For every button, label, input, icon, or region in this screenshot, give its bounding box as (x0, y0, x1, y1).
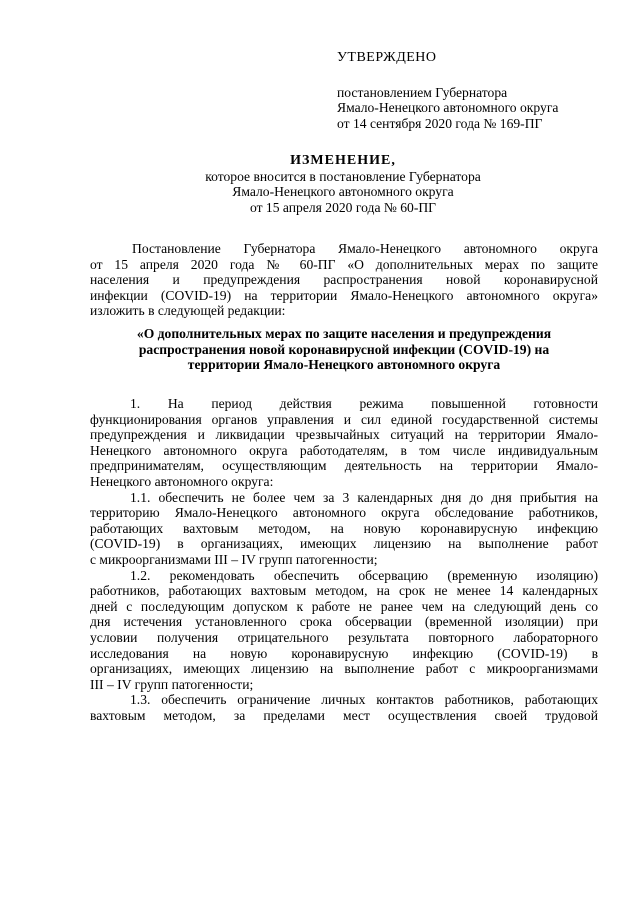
text-line: дней с последующим допуском к работе не ранее чем на следующий день со (90, 598, 598, 614)
document-title: ИЗМЕНЕНИЕ, (290, 153, 396, 168)
text-line: работающих вахтовым методом, на новую коронавирусную инфекцию (90, 520, 598, 536)
text-line: (COVID-19) в организациях, имеющих лицензию на выполнение работ (90, 536, 598, 552)
text-line: работников, работающих вахтовым методом, на срок не менее 14 календарных (90, 583, 598, 599)
approval-basis (337, 85, 617, 132)
item-1-3 (90, 692, 598, 723)
text-line: с микроорганизмами III – IV групп патогенности; (90, 551, 378, 567)
text-line: территорию Ямало-Ненецкого автономного округа обследование работников, (90, 505, 598, 521)
document-heading (60, 153, 626, 215)
text-line: III – IV групп патогенности; (90, 676, 254, 692)
approval-basis-line: от 14 сентября 2020 года № 169-ПГ (337, 115, 543, 131)
resolution-title-line: территории Ямало-Ненецкого автономного округа (187, 357, 501, 373)
approval-title: УТВЕРЖДЕНО (337, 50, 437, 65)
text-line: условии получения отрицательного результата повторного лабораторного (90, 629, 598, 645)
item-1-1 (90, 490, 598, 568)
text-line: 1. На период действия режима повышенной готовности (130, 396, 598, 411)
text-line: 1.3. обеспечить ограничение личных контактов работников, работающих (130, 692, 598, 708)
resolution-title-line: «О дополнительных мерах по защите населения и предупреждения (136, 326, 552, 341)
approval-block (337, 50, 617, 131)
text-line: исследования на новую коронавирусную инфекцию (COVID-19) в (90, 645, 598, 661)
text-line: 1.2. рекомендовать обеспечить обсервацию (временную изоляцию) (130, 567, 598, 583)
heading-line: которое вносится в постановление Губернатора (205, 168, 481, 184)
text-line: населения и предупреждения распространения новой коронавирусной (90, 272, 598, 288)
text-line: функционирования органов управления и сил единой государственной системы (90, 411, 598, 427)
text-line: вахтовым методом, за пределами мест осуществления своей трудовой (90, 707, 598, 723)
resolution-body (90, 396, 598, 723)
approval-basis-line: постановлением Губернатора (337, 84, 508, 100)
text-line: от 15 апреля 2020 года № 60-ПГ «О дополнительных мерах по защите (90, 256, 598, 272)
text-line: дня истечения установленного срока обсервации (временной изоляции) при (90, 614, 598, 630)
resolution-title-line: распространения новой коронавирусной инфекции (COVID-19) на (138, 341, 550, 357)
resolution-title (90, 326, 598, 373)
text-line: Ненецкого автономного округа: (90, 473, 274, 489)
heading-line: Ямало-Ненецкого автономного округа (232, 184, 454, 200)
text-line: Ненецкого автономного округа работодателям, в том числе индивидуальным (90, 442, 598, 458)
text-line: организациях, имеющих лицензию на выполнение работ с микроорганизмами (90, 661, 598, 677)
text-line: предпринимателям, осуществляющим деятельность на территории Ямало- (90, 458, 598, 474)
text-line: изложить в следующей редакции: (90, 303, 286, 319)
approval-basis-line: Ямало-Ненецкого автономного округа (337, 100, 559, 116)
text-line: 1.1. обеспечить не более чем за 3 календарных дня до дня прибытия на (130, 489, 598, 505)
paragraph-1 (90, 396, 598, 490)
text-line: инфекции (COVID-19) на территории Ямало-Ненецкого автономного округа» (90, 287, 598, 303)
heading-line: от 15 апреля 2020 года № 60-ПГ (249, 199, 437, 215)
text-line: Постановление Губернатора Ямало-Ненецкого автономного округа (132, 241, 598, 256)
item-1-2 (90, 568, 598, 693)
text-line: предупреждения и ликвидации чрезвычайных ситуаций на территории Ямало- (90, 427, 598, 443)
intro-paragraph (90, 241, 598, 319)
